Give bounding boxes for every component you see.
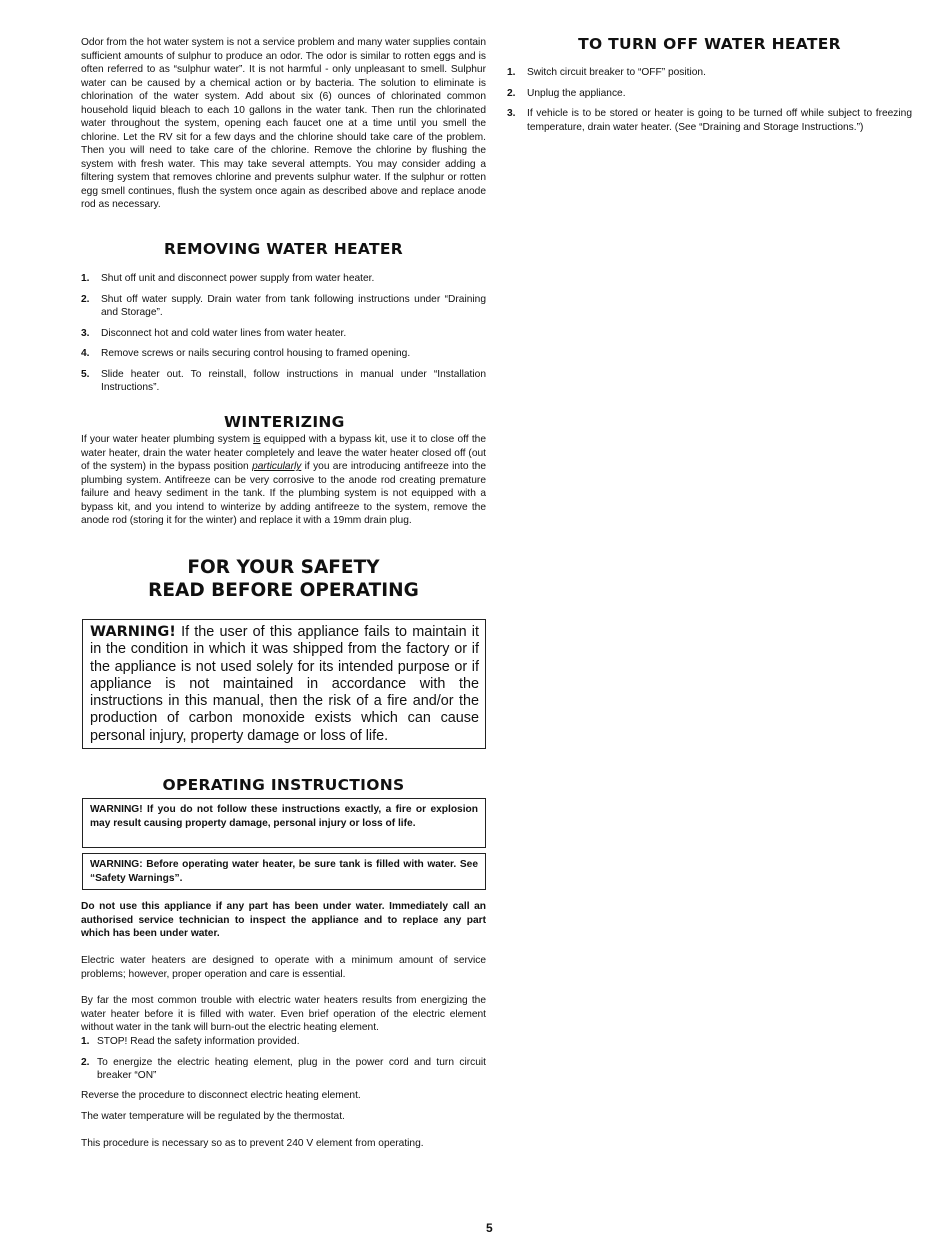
operating-heading: OPERATING INSTRUCTIONS	[162, 776, 405, 794]
turn-off-step-3: 3. If vehicle is to be stored or heater is going to be turned off while subject to freezing temperature, drain water heater. (See “Draining and Storage Instructions.”)	[507, 108, 912, 133]
turn-off-heading: TO TURN OFF WATER HEATER	[578, 35, 841, 53]
operating-warning-box-2: WARNING: Before operating water heater, be sure tank is filled with water. See “Safety Warnings”.	[82, 853, 486, 890]
safety-heading-line-1: FOR YOUR SAFETY	[187, 557, 380, 578]
safety-warning-text: If the user of this appliance fails to maintain it in the condition in which it was shipped from the factory or if the appliance is not used solely for its intended purpose or if appliance is not maintained in accordance with the instructions in this manual, then the risk of a fire and/or the production of carbon monoxide exists which can cause personal injury, property damage or loss of life.	[90, 624, 479, 744]
operating-step-1: 1. STOP! Read the safety information provided.	[81, 1036, 300, 1047]
removing-step-3: 3. Disconnect hot and cold water lines from water heater.	[81, 327, 347, 339]
operating-warning-box-1: WARNING! If you do not follow these instructions exactly, a fire or explosion may result causing property damage, personal injury or loss of life.	[82, 798, 486, 848]
operating-step-2: 2. To energize the electric heating element, plug in the power cord and turn circuit breaker “ON”	[81, 1056, 486, 1081]
turn-off-steps	[507, 66, 912, 141]
removing-step-2: 2. Shut off water supply. Drain water from tank following instructions under “Draining and Storage”.	[81, 293, 486, 318]
warning-label: WARNING!	[90, 624, 176, 640]
removing-heading: REMOVING WATER HEATER	[164, 240, 403, 258]
removing-step-5: 5. Slide heater out. To reinstall, follow instructions in manual under “Installation Instructions”.	[81, 368, 486, 393]
safety-warning-box	[82, 619, 486, 749]
operating-steps	[81, 1035, 486, 1090]
safety-heading-line-2: READ BEFORE OPERATING	[148, 580, 419, 601]
safety-heading	[81, 556, 486, 602]
under-water-notice: Do not use this appliance if any part has been under water. Immediately call an authorised service technician to inspect the appliance and to replace any part which has been under water.	[81, 901, 486, 939]
winterizing-paragraph: If your water heater plumbing system is equipped with a bypass kit, use it to close off the water heater, drain the water heater completely and leave the water heater closed off (out of the system) in the bypass position particularly if you are introducing antifreeze into the plumbing system. Antifreeze can be very corrosive to the anode rod creating premature failure and heavy sediment in the tank. If the plumbing system is not equipped with a bypass kit, and you intend to winterize by adding antifreeze to the system, remove the anode rod (storing it for the winter) and replace it with a 19mm drain plug.	[81, 434, 486, 526]
turn-off-step-2: 2. Unplug the appliance.	[507, 87, 626, 99]
operating-paragraph-1: Electric water heaters are designed to operate with a minimum amount of service problems; however, proper operation and care is essential.	[81, 955, 486, 980]
operating-paragraph-3: Reverse the procedure to disconnect electric heating element.	[81, 1090, 361, 1101]
turn-off-step-1: 1. Switch circuit breaker to “OFF” position.	[507, 67, 706, 78]
odor-paragraph: Odor from the hot water system is not a service problem and many water supplies contain sufficient amounts of sulphur to produce an odor. The odor is similar to rotten eggs and is often referred to as “sulphur water”. It is not harmful - only unpleasant to smell. Sulphur water can be caused by a chemical action or by bacteria. The solution to eliminate is chlorination of the water system. Add about six (6) ounces of chlorinated common household liquid bleach to each 10 gallons in the water tank. Then run the chlorinated water throughout the system, opening each faucet one at a time until you smell the chlorine. Let the RV sit for a few days and the chlorine should take care of the problem. Then you will need to take care of the chlorine. Remove the chlorine by flushing the system with fresh water. This may take several attempts. You may consider adding a filtering system that removes chlorine and prevents sulphur water. If the sulphur or rotten egg smell continues, flush the system once again as described above and replace anode rod as necessary.	[81, 37, 486, 210]
removing-steps	[81, 272, 486, 402]
winterizing-heading: WINTERIZING	[224, 413, 345, 431]
page-number: 5	[486, 1221, 493, 1235]
operating-paragraph-5: This procedure is necessary so as to prevent 240 V element from operating.	[81, 1138, 424, 1149]
removing-step-4: 4. Remove screws or nails securing control housing to framed opening.	[81, 348, 411, 359]
removing-step-1: 1. Shut off unit and disconnect power supply from water heater.	[81, 273, 375, 284]
operating-paragraph-4: The water temperature will be regulated by the thermostat.	[81, 1111, 345, 1122]
operating-paragraph-2: By far the most common trouble with electric water heaters results from energizing the water heater before it is filled with water. Even brief operation of the electric element without water in the tank will burn-out the electric heating element.	[81, 995, 486, 1033]
